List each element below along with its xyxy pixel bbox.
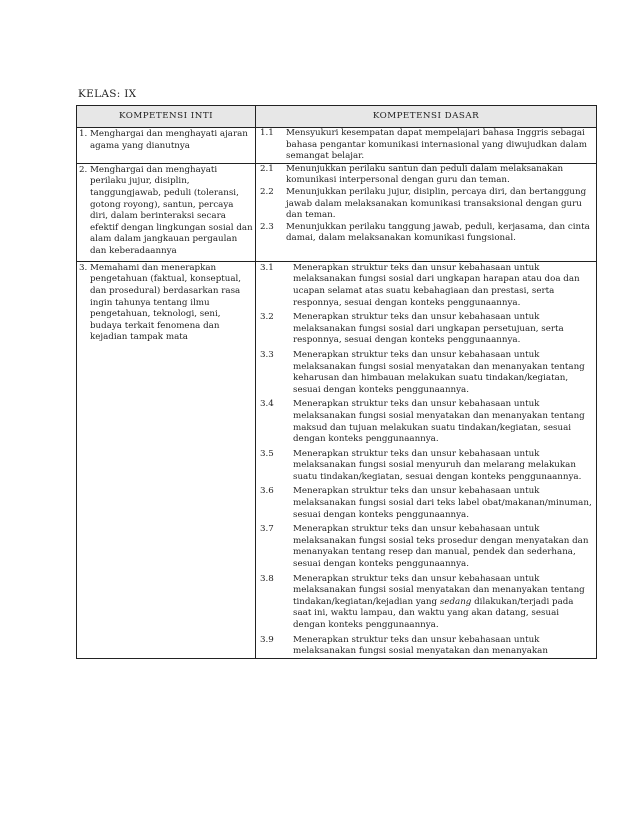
basic-competency-text: Menerapkan struktur teks dan unsur kebahasaan untuk melaksanakan fungsi sosial dari ungkapan harapan atau doa dan ucapan selamat atas suatu kebahagiaan dan prestasi, serta responnya, sesuai dengan konteks penggunaannya. (293, 262, 580, 308)
table-header-row (77, 106, 597, 128)
basic-competency-item (256, 222, 596, 245)
basic-competency-cell (256, 261, 597, 658)
basic-competency-number: 3.5 (260, 448, 274, 459)
basic-competency-number: 2.3 (260, 221, 274, 232)
core-competency-text: Menghargai dan menghayati ajaran agama yang dianutnya (90, 129, 248, 151)
basic-competency-item (256, 524, 596, 570)
basic-competency-number: 3.2 (260, 312, 274, 323)
basic-competency-text: Menerapkan struktur teks dan unsur kebahasaan untuk melaksanakan fungsi sosial dari ungkapan persetujuan, serta responnya, sesuai dengan konteks penggunaannya. (293, 312, 564, 346)
basic-competency-text: Menerapkan struktur teks dan unsur kebahasaan untuk melaksanakan fungsi sosial menyuruh dan melarang melakukan suatu tindakan/kegiatan, sesuai dengan konteks penggunaannya. (293, 448, 582, 482)
core-competency-number: 2. (79, 164, 88, 175)
core-competency-text: Menghargai dan menghayati perilaku jujur, disiplin, tanggungjawab, peduli (toleransi, gotong royong), santun, percaya diri, dalam berinteraksi secara efektif dengan lingkungan sosial dan alam dalam jangkauan pergaulan dan keberadaannya (90, 164, 253, 256)
basic-competency-cell (256, 163, 597, 261)
basic-competency-item (256, 574, 596, 632)
text-segment: dilakukan/terjadi pada saat ini, waktu lampau, dan waktu yang akan datang, sesuai dengan konteks penggunaannya. (293, 596, 574, 630)
basic-competency-item (256, 187, 596, 222)
basic-competency-item (256, 635, 596, 658)
table-row (77, 163, 597, 261)
basic-competency-number: 3.6 (260, 486, 274, 497)
core-competency-number: 3. (79, 262, 88, 273)
text-segment: Menerapkan struktur teks dan unsur kebahasaan untuk melaksanakan fungsi sosial menyatakan dan menanyakan tentang tindakan/kegiatan/kejadian yang (293, 573, 585, 607)
basic-competency-item (256, 399, 596, 445)
class-label: KELAS: IX (78, 88, 137, 100)
basic-competency-number: 3.3 (260, 349, 274, 360)
basic-competency-number: 1.1 (260, 128, 274, 138)
basic-competency-item (256, 449, 596, 484)
table-row (77, 261, 597, 658)
core-competency-number: 1. (79, 129, 88, 139)
basic-competency-text: Menunjukkan perilaku jujur, disiplin, percaya diri, dan bertanggung jawab dalam melaksanakan komunikasi transaksional dengan guru dan teman. (286, 186, 587, 221)
basic-competency-item (256, 312, 596, 347)
basic-competency-item (256, 350, 596, 396)
competency-table (76, 105, 597, 659)
basic-competency-number: 3.7 (260, 524, 274, 535)
basic-competency-item (256, 164, 596, 187)
basic-competency-text: Menerapkan struktur teks dan unsur kebahasaan untuk melaksanakan fungsi sosial menyatakan dan menanyakan tentang maksud dan tujuan melakukan suatu tindakan/kegiatan, sesuai dengan konteks penggunaannya. (293, 399, 585, 445)
basic-competency-text: Mensyukuri kesempatan dapat mempelajari bahasa Inggris sebagai bahasa pengantar komunikasi internasional yang diwujudkan dalam semangat belajar. (286, 128, 587, 162)
basic-competency-text: Menunjukkan perilaku santun dan peduli dalam melaksanakan komunikasi interpersonal dengan guru dan teman. (286, 163, 564, 186)
core-competency-cell (77, 128, 256, 164)
basic-competency-cell (256, 128, 597, 164)
basic-competency-number: 3.9 (260, 634, 274, 645)
basic-competency-text: Menerapkan struktur teks dan unsur kebahasaan untuk melaksanakan fungsi sosial dari teks label obat/makanan/minuman, sesuai dengan konteks penggunaannya. (293, 486, 592, 520)
basic-competency-number: 2.2 (260, 186, 274, 197)
basic-competency-item (256, 486, 596, 521)
basic-competency-text: Menerapkan struktur teks dan unsur kebahasaan untuk melaksanakan fungsi sosial teks prosedur dengan menyatakan dan menanyakan tentang resep dan manual, pendek dan sederhana, sesuai dengan konteks penggunaannya. (293, 524, 589, 570)
italic-term: sedang (439, 596, 472, 607)
basic-competency-text: Menunjukkan perilaku tanggung jawab, peduli, kerjasama, dan cinta damai, dalam melaksanakan komunikasi fungsional. (286, 221, 590, 244)
basic-competency-number: 2.1 (260, 163, 274, 174)
core-competency-header: KOMPETENSI INTI (77, 106, 256, 128)
basic-competency-text (293, 574, 594, 632)
basic-competency-text: Menerapkan struktur teks dan unsur kebahasaan untuk melaksanakan fungsi sosial menyatakan dan menanyakan (293, 634, 548, 657)
basic-competency-number: 3.4 (260, 399, 274, 410)
basic-competency-number: 3.8 (260, 573, 274, 584)
basic-competency-text: Menerapkan struktur teks dan unsur kebahasaan untuk melaksanakan fungsi sosial menyatakan dan menanyakan tentang keharusan dan himbauan melakukan suatu tindakan/kegiatan, sesuai dengan konteks penggunaannya. (293, 349, 585, 395)
table-row (77, 128, 597, 164)
core-competency-text: Memahami dan menerapkan pengetahuan (faktual, konseptual, dan prosedural) berdasarkan rasa ingin tahunya tentang ilmu pengetahuan, teknologi, seni, budaya terkait fenomena dan kejadian tampak mata (90, 262, 242, 343)
core-competency-cell (77, 261, 256, 658)
basic-competency-item (256, 128, 596, 163)
basic-competency-number: 3.1 (260, 262, 274, 273)
basic-competency-header: KOMPETENSI DASAR (256, 106, 597, 128)
core-competency-cell (77, 163, 256, 261)
basic-competency-item (256, 262, 596, 309)
